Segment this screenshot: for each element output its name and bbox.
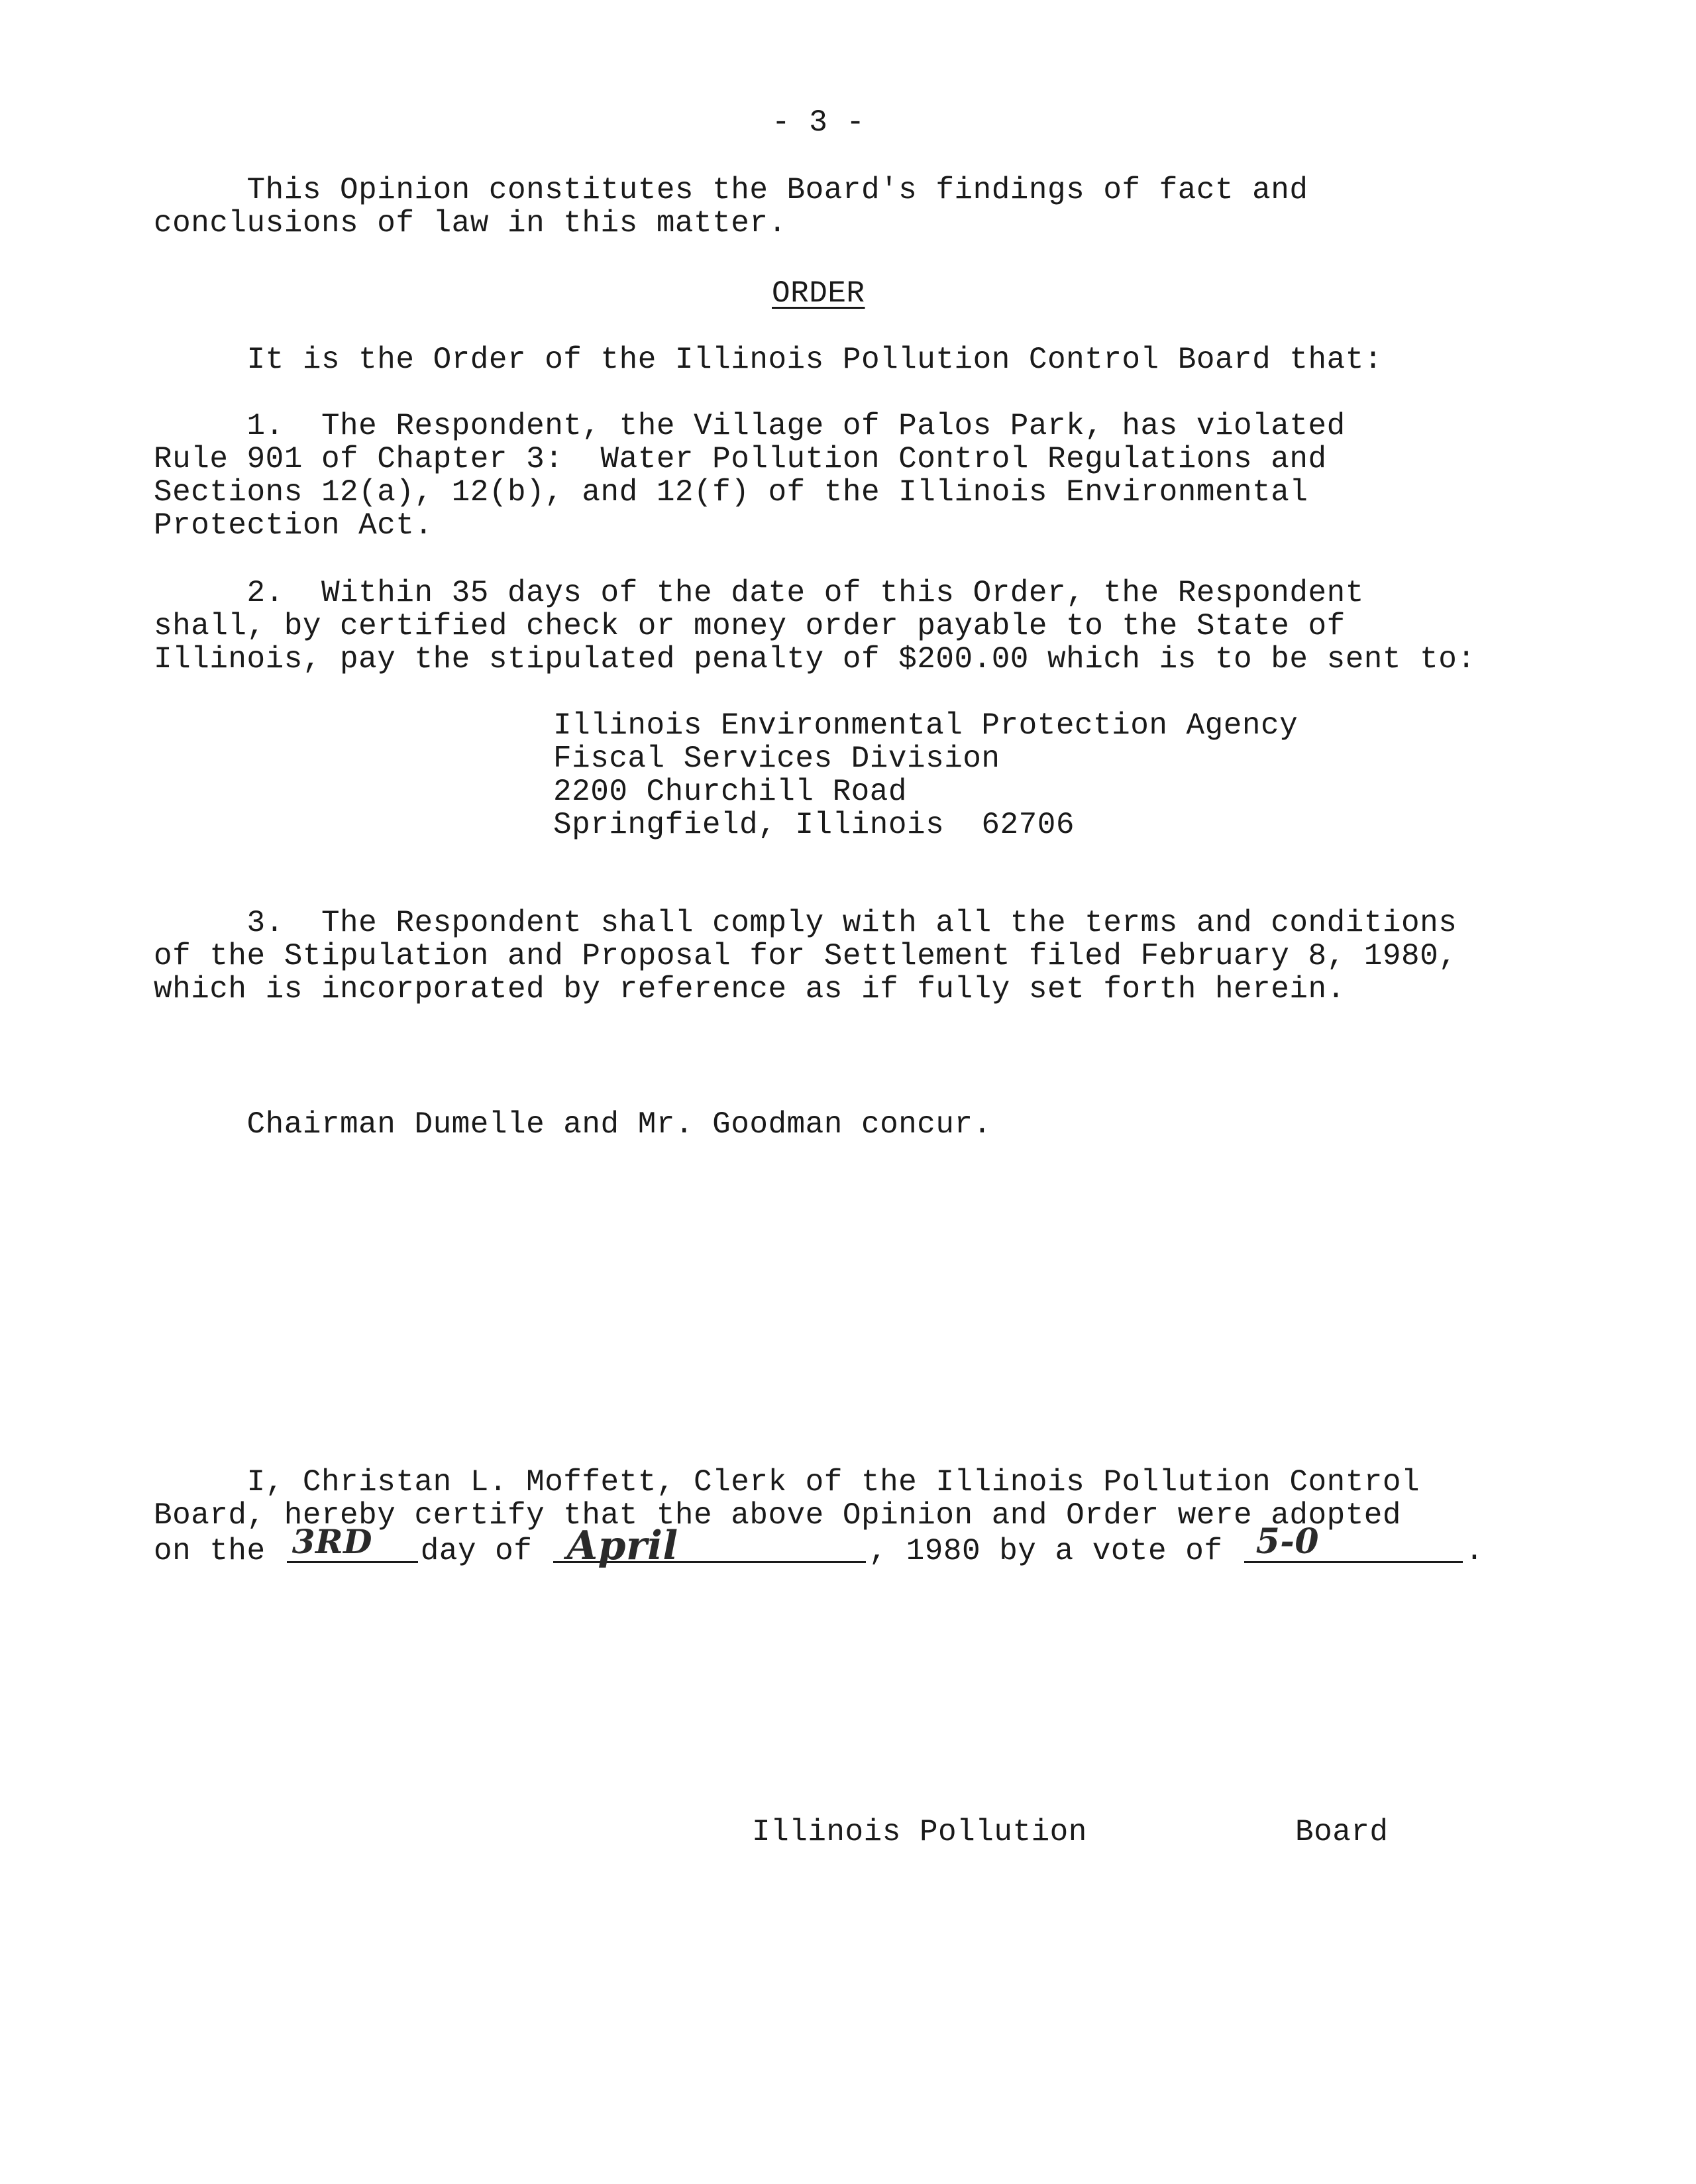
month-handwriting: April [566, 1523, 678, 1569]
item3-line-3: which is incorporated by reference as if fully set forth herein. [154, 972, 1346, 1007]
address-line-1: Illinois Environmental Protection Agency [553, 708, 1298, 743]
day-blank [287, 1522, 418, 1563]
item1-line-3: Sections 12(a), 12(b), and 12(f) of the Illinois Environmental [154, 475, 1308, 510]
address-line-4: Springfield, Illinois 62706 [553, 808, 1075, 842]
item1-line-4: Protection Act. [154, 508, 433, 543]
item3-line-1: 3. The Respondent shall comply with all the terms and conditions [154, 906, 1458, 940]
cert-mid-2: , 1980 by a vote of [869, 1534, 1242, 1568]
item1-line-1: 1. The Respondent, the Village of Palos Park, has violated [154, 409, 1346, 443]
item1-line-2: Rule 901 of Chapter 3: Water Pollution Control Regulations and [154, 442, 1327, 476]
item2-line-3: Illinois, pay the stipulated penalty of $200.00 which is to be sent to: [154, 642, 1476, 677]
order-intro: It is the Order of the Illinois Pollution Control Board that: [154, 343, 1383, 377]
concurrence-line: Chairman Dumelle and Mr. Goodman concur. [154, 1107, 992, 1142]
vote-handwriting: 5-0 [1255, 1521, 1320, 1562]
page-number: - 3 - [772, 105, 865, 140]
certification-line-3 [154, 1521, 1484, 1569]
order-heading: ORDER [772, 276, 865, 311]
cert-prefix: on the [154, 1534, 284, 1568]
cert-suffix: . [1465, 1534, 1484, 1568]
address-line-2: Fiscal Services Division [553, 741, 1000, 776]
certification-line-2: Board, hereby certify that the above Opinion and Order were adopted [154, 1498, 1402, 1533]
certification-line-1: I, Christan L. Moffett, Clerk of the Illinois Pollution Control [154, 1465, 1420, 1500]
address-line-3: 2200 Churchill Road [553, 775, 907, 809]
signature-block-part-2: Board [1295, 1815, 1389, 1849]
item2-line-1: 2. Within 35 days of the date of this Order, the Respondent [154, 576, 1364, 610]
intro-line-2: conclusions of law in this matter. [154, 206, 787, 241]
signature-block-part-1: Illinois Pollution [752, 1815, 1087, 1849]
cert-mid-1: day of [420, 1534, 551, 1568]
vote-blank [1244, 1521, 1463, 1563]
item3-line-2: of the Stipulation and Proposal for Settlement filed February 8, 1980, [154, 939, 1458, 973]
day-handwriting: 3RD [292, 1522, 372, 1561]
month-blank [553, 1523, 866, 1569]
item2-line-2: shall, by certified check or money order payable to the State of [154, 609, 1346, 643]
intro-line-1: This Opinion constitutes the Board's findings of fact and [154, 173, 1308, 207]
